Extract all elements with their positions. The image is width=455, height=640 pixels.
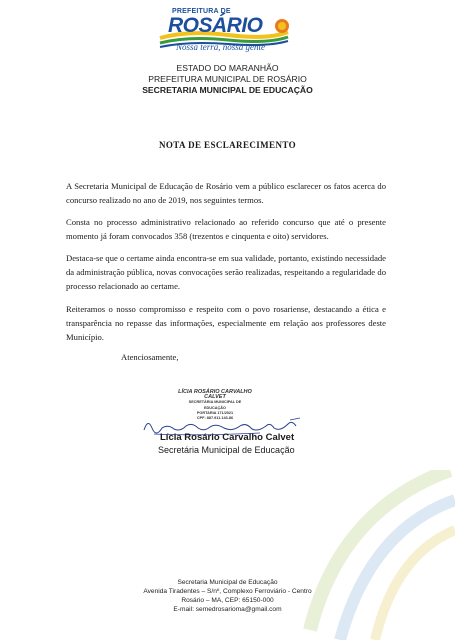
footer-email: E-mail: semedrosarioma@gmail.com xyxy=(173,606,282,613)
paragraph-1: A Secretaria Municipal de Educação de Rosário vem a público esclarecer os fatos acerca do concurso realizado no ano de 2019, nos seguintes termos. xyxy=(66,181,386,205)
prefeitura-logo xyxy=(158,8,298,60)
stamp-line: SECRETÁRIA MUNICIPAL DE xyxy=(188,400,242,405)
signatory-role: Secretária Municipal de Educação xyxy=(158,445,295,455)
stamp-line: PORTARIA 171/2021 xyxy=(196,410,234,415)
header-state: ESTADO DO MARANHÃO xyxy=(176,63,279,73)
paragraph-4: Reiteramos o nosso compromisso e respeito com o povo rosariense, destacando a ética e transparência no repasse das informações, especialmente em relação aos professores deste Município. xyxy=(66,304,386,342)
signatory-name: Lícia Rosário Carvalho Calvet xyxy=(160,432,295,443)
footer-department: Secretaria Municipal de Educação xyxy=(177,579,278,586)
footer-address: Avenida Tiradentes – S/nº, Complexo Ferroviário - Centro xyxy=(143,588,312,595)
logo-main-text: ROSÁRIO xyxy=(168,14,263,37)
footer-city-cep: Rosário – MA, CEP: 65150-000 xyxy=(181,597,274,604)
stamp-line: EDUCAÇÃO xyxy=(204,405,226,410)
watermark-swoosh-icon xyxy=(300,470,455,640)
document-title: NOTA DE ESCLARECIMENTO xyxy=(159,140,296,150)
stamp-line: CPF: 887.911.143-86 xyxy=(196,416,234,421)
header-department: SECRETARIA MUNICIPAL DE EDUCAÇÃO xyxy=(142,85,313,95)
paragraph-2: Consta no processo administrativo relacionado ao referido concurso que até o presente momento já foram convocados 358 (trezentos e cinquenta e oito) servidores. xyxy=(66,217,386,241)
logo-slogan: Nossa terra, nossa gente xyxy=(176,42,266,52)
closing-salutation: Atenciosamente, xyxy=(121,352,179,362)
header-city-hall: PREFEITURA MUNICIPAL DE ROSÁRIO xyxy=(148,74,307,84)
stamp-name: LÍCIA ROSÁRIO CARVALHO CALVET xyxy=(178,389,252,401)
logo-top-text: PREFEITURA DE xyxy=(172,8,231,15)
paragraph-3: Destaca-se que o certame ainda encontra-se em sua validade, portanto, existindo necessidade da administração pública, novas convocações serão realizadas, respeitando a regularidade do processo relacionado ao certame. xyxy=(66,253,386,291)
